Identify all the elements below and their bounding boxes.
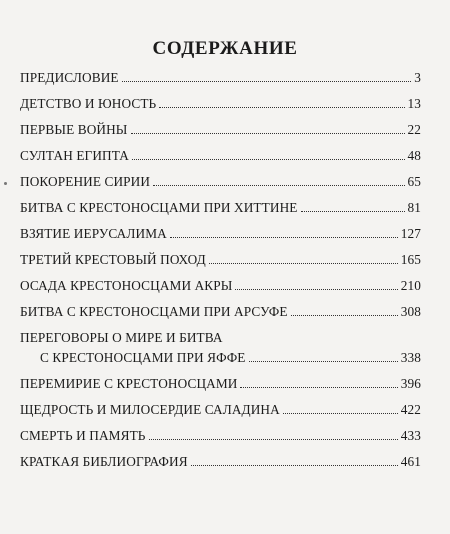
toc-entry [20,454,421,470]
leader-dots [131,132,405,134]
toc-entry-title: ТРЕТИЙ КРЕСТОВЫЙ ПОХОД [20,252,206,267]
toc-entry-title: ДЕТСТВО И ЮНОСТЬ [20,96,157,111]
toc-entry-title: СМЕРТЬ И ПАМЯТЬ [20,428,146,443]
toc-entry [20,122,421,138]
toc-entry-title: ПЕРВЫЕ ВОЙНЫ [20,122,128,137]
toc-entry-title: КРАТКАЯ БИБЛИОГРАФИЯ [20,454,188,469]
toc-entry [20,402,421,418]
toc-entry [20,330,421,366]
toc-entry-title: ВЗЯТИЕ ИЕРУСАЛИМА [20,226,167,241]
toc-entry [20,174,421,190]
toc-entry [20,200,421,216]
leader-dots [159,106,404,108]
toc-entry-title: ПЕРЕГОВОРЫ О МИРЕ И БИТВА [20,330,223,345]
toc-page-number: 308 [400,304,421,319]
toc-entry-title: БИТВА С КРЕСТОНОСЦАМИ ПРИ АРСУФЕ [20,304,288,319]
toc-entry [20,304,421,320]
toc-entry-title: ПЕРЕМИРИЕ С КРЕСТОНОСЦАМИ [20,376,238,391]
toc-page-number: 48 [407,148,421,163]
toc-page-number: 433 [400,428,421,443]
toc-entry-title: ЩЕДРОСТЬ И МИЛОСЕРДИЕ САЛАДИНА [20,402,280,417]
page-speck [4,182,7,185]
leader-dots [249,360,398,362]
toc-page-number: 3 [414,70,421,85]
toc-entry-title: СУЛТАН ЕГИПТА [20,148,129,163]
toc-page-number: 165 [400,252,421,267]
leader-dots [291,314,398,316]
toc-entry [20,70,421,86]
toc-page-number: 81 [407,200,421,215]
toc-page-number: 65 [407,174,421,189]
toc-entry-title: ПРЕДИСЛОВИЕ [20,70,119,85]
toc-entry [20,148,421,164]
leader-dots [153,184,404,186]
toc-entry [20,96,421,112]
page-title: СОДЕРЖАНИЕ [152,38,298,59]
leader-dots [235,288,397,290]
toc-entry [20,278,421,294]
toc-page-number: 461 [400,454,421,469]
leader-dots [240,386,397,388]
leader-dots [301,210,405,212]
toc-entry-title: БИТВА С КРЕСТОНОСЦАМИ ПРИ ХИТТИНЕ [20,200,298,215]
toc-entry [20,252,421,268]
leader-dots [122,80,412,82]
toc-page-number: 422 [400,402,421,417]
toc-entry-title: ОСАДА КРЕСТОНОСЦАМИ АКРЫ [20,278,233,293]
toc-entry [20,226,421,242]
table-of-contents [20,64,421,470]
toc-page-number: 22 [407,122,421,137]
leader-dots [191,464,398,466]
toc-page-number: 127 [400,226,421,241]
leader-dots [283,412,398,414]
toc-entry-title-continued: С КРЕСТОНОСЦАМИ ПРИ ЯФФЕ [40,350,246,365]
leader-dots [149,438,398,440]
toc-entry [20,428,421,444]
leader-dots [132,158,405,160]
toc-page-number: 13 [407,96,421,111]
leader-dots [209,262,398,264]
toc-entry [20,376,421,392]
toc-page-number: 338 [400,350,421,365]
toc-entry-title: ПОКОРЕНИЕ СИРИИ [20,174,151,189]
toc-page-number: 396 [400,376,421,391]
leader-dots [170,236,398,238]
toc-page-number: 210 [400,278,421,293]
